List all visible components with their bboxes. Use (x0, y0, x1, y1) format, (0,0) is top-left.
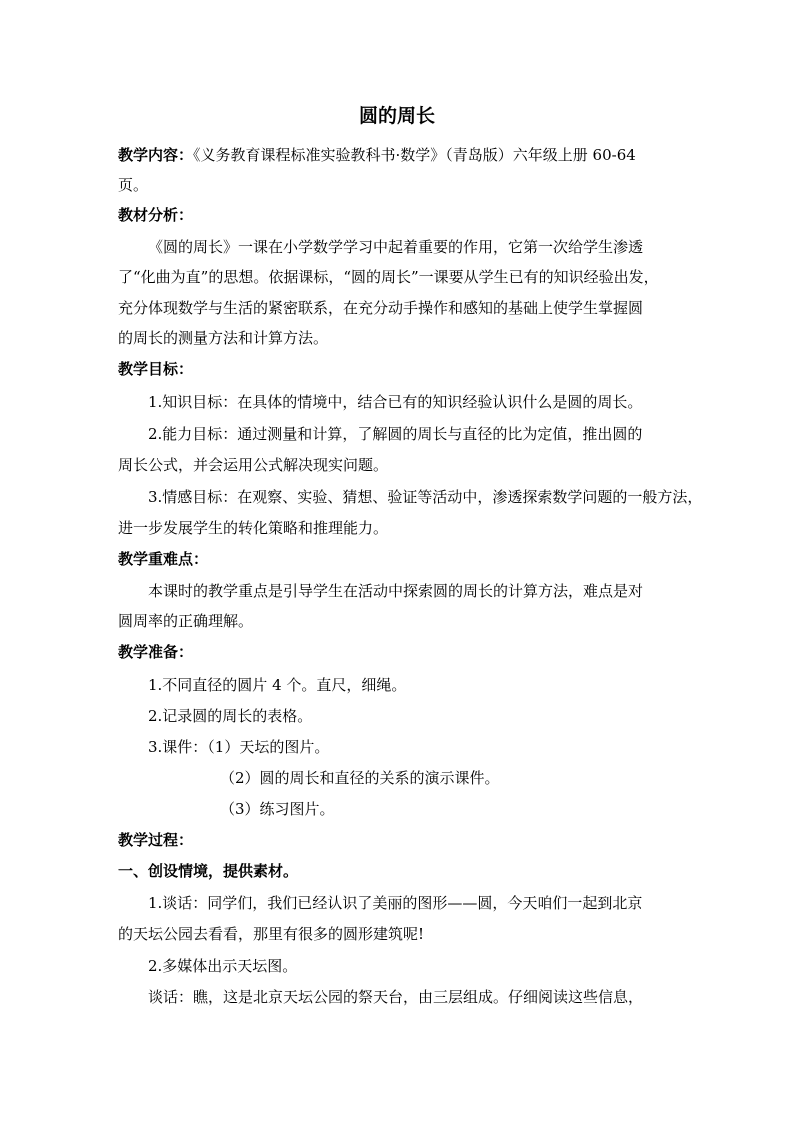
goals-line: 进一步发展学生的转化策略和推理能力。 (118, 519, 389, 537)
prep-line: （3）练习图片。 (220, 800, 335, 818)
analysis-line: 了“化曲为直”的思想。依据课标，“圆的周长”一课要从学生已有的知识经验出发， (118, 268, 659, 286)
prep-line: 3.课件：（1）天坛的图片。 (148, 738, 330, 756)
goals-line: 2.能力目标：通过测量和计算，了解圆的周长与直径的比为定值，推出圆的 (148, 425, 643, 443)
process-line: 的天坛公园去看看，那里有很多的圆形建筑呢! (118, 925, 425, 943)
prep-line: 2.记录圆的周长的表格。 (148, 707, 313, 725)
analysis-line: 的周长的测量方法和计算方法。 (118, 329, 329, 347)
content-text: 《义务教育课程标准实验教科书·数学》（青岛版）六年级上册 60-64 (193, 146, 636, 164)
content-text-cont: 页。 (118, 176, 149, 194)
process-line: 1.谈话：同学们，我们已经认识了美丽的图形——圆，今天咱们一起到北京 (148, 894, 643, 912)
goals-line: 周长公式，并会运用公式解决现实问题。 (118, 456, 389, 474)
goals-line: 1.知识目标：在具体的情境中，结合已有的知识经验认识什么是圆的周长。 (148, 393, 643, 411)
goals-heading: 教学目标： (118, 360, 194, 378)
section-heading: 一、创设情境，提供素材。 (118, 862, 299, 880)
prep-line: 1.不同直径的圆片 4 个。直尺，细绳。 (148, 676, 407, 694)
prep-line: （2）圆的周长和直径的关系的演示课件。 (220, 769, 500, 787)
analysis-heading: 教材分析： (118, 206, 194, 224)
key-heading: 教学重难点： (118, 550, 209, 568)
process-heading: 教学过程： (118, 831, 194, 849)
content-line (118, 144, 636, 166)
content-label: 教学内容： (118, 146, 194, 164)
analysis-line: 《圆的周长》一课在小学数学学习中起着重要的作用，它第一次给学生渗透 (148, 238, 644, 256)
goals-line: 3.情感目标：在观察、实验、猜想、验证等活动中，渗透探索数学问题的一般方法， (148, 488, 703, 506)
process-line: 谈话：瞧，这是北京天坛公园的祭天台，由三层组成。仔细阅读这些信息， (148, 988, 644, 1006)
key-line: 本课时的教学重点是引导学生在活动中探索圆的周长的计算方法，难点是对 (148, 582, 644, 600)
process-line: 2.多媒体出示天坛图。 (148, 957, 298, 975)
document-title: 圆的周长 (358, 105, 435, 127)
analysis-line: 充分体现数学与生活的紧密联系，在充分动手操作和感知的基础上使学生掌握圆 (118, 299, 644, 317)
key-line: 圆周率的正确理解。 (118, 612, 254, 630)
prep-heading: 教学准备： (118, 643, 194, 661)
